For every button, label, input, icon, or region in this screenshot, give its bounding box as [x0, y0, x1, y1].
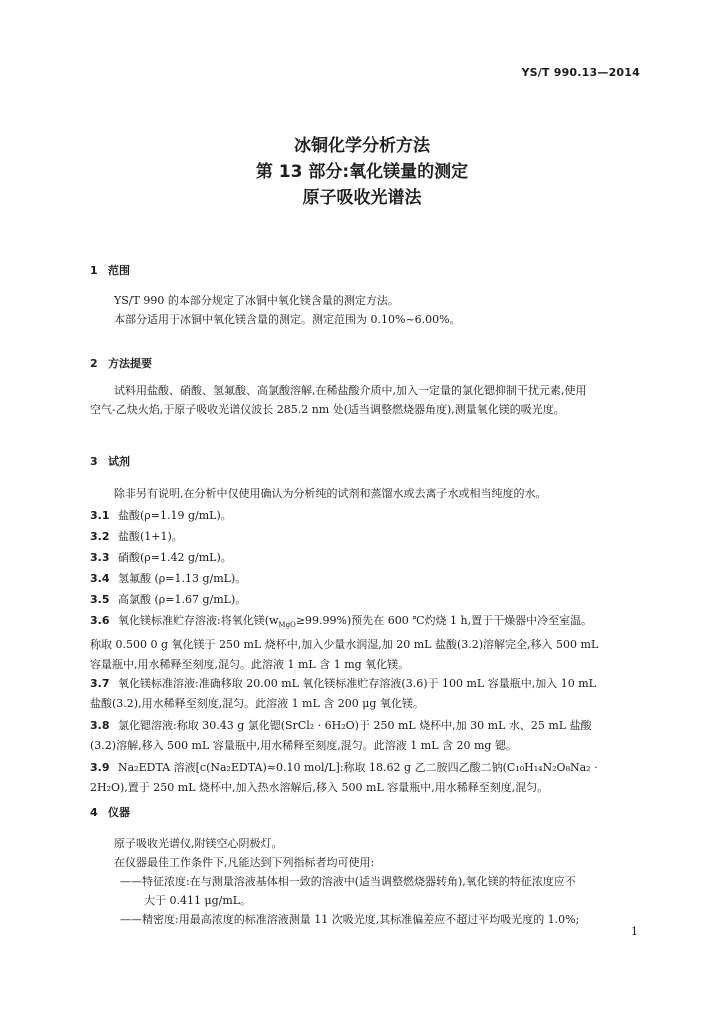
- item-text: Na₂EDTA 溶液[c(Na₂EDTA)≈0.10 mol/L]:称取 18.62 g 乙二胺四乙酸二钠(C₁₀H₁₄N₂O₈Na₂ ·: [118, 761, 598, 774]
- item-number: 3.6: [90, 614, 110, 627]
- reagent-item: [90, 548, 656, 568]
- section-number: 3: [90, 455, 98, 468]
- item-text: 氧化镁标准贮存溶液:将氧化镁(w: [118, 614, 279, 627]
- item-number: 3.5: [90, 593, 110, 606]
- item-text: 氧化镁标准溶液:准确移取 20.00 mL 氧化镁标准贮存溶液(3.6)于 100 mL 容量瓶中,加入 10 mL: [118, 677, 596, 690]
- section-number: 4: [90, 806, 98, 819]
- spec-item-precision: ——精密度:用最高浓度的标准溶液测量 11 次吸光度,其标准偏差应不超过平均吸光度的 1.0%;: [120, 913, 580, 926]
- title-line-1: 冰铜化学分析方法: [294, 136, 430, 156]
- item-text: ≥99.99%)预先在 600 ℃灼烧 1 h,置于干燥器中冷至室温。: [295, 614, 593, 627]
- section-title: 试剂: [108, 455, 130, 468]
- section-2-heading: [90, 355, 152, 371]
- paragraph: 本部分适用于冰铜中氧化镁含量的测定。测定范围为 0.10%~6.00%。: [114, 313, 461, 326]
- reagent-item: [90, 569, 656, 589]
- item-number: 3.9: [90, 761, 110, 774]
- item-number: 3.1: [90, 509, 110, 522]
- item-text: 盐酸(ρ=1.19 g/mL)。: [118, 509, 232, 522]
- item-text: 盐酸(1+1)。: [118, 530, 183, 543]
- section-title: 仪器: [108, 806, 130, 819]
- spec-item-characteristic-concentration: ——特征浓度:在与测量溶液基体相一致的溶液中(适当调整燃烧器转角),氧化镁的特征浓度应不: [120, 875, 576, 888]
- section-4-heading: [90, 804, 130, 820]
- item-text: 2H₂O),置于 250 mL 烧杯中,加入热水溶解后,移入 500 mL 容量瓶中,用水稀释至刻度,混匀。: [90, 781, 549, 794]
- reagent-item-3-8: [90, 716, 656, 756]
- title-line-2: 第 13 部分:氧化镁量的测定: [255, 162, 469, 182]
- document-title: [0, 133, 724, 211]
- item-number: 3.7: [90, 677, 110, 690]
- section-4-body: [90, 834, 652, 872]
- section-1-body: [90, 291, 652, 329]
- reagent-item: [90, 590, 656, 610]
- subscript: MgO: [278, 621, 296, 630]
- item-text: 称取 0.500 0 g 氧化镁于 250 mL 烧杯中,加入少量水润湿,加 20 mL 盐酸(3.2)溶解完全,移入 500 mL: [90, 638, 599, 652]
- spec-item-continuation: 大于 0.411 μg/mL。: [144, 894, 252, 907]
- reagent-item-3-6: [90, 611, 656, 675]
- item-text: 氢氟酸 (ρ=1.13 g/mL)。: [118, 572, 247, 585]
- paragraph: 原子吸收光谱仪,附镁空心阴极灯。: [114, 837, 283, 850]
- item-number: 3.4: [90, 572, 110, 585]
- section-title: 方法提要: [108, 357, 152, 370]
- item-text: 氯化锶溶液:称取 30.43 g 氯化锶(SrCl₂ · 6H₂O)于 250 mL 烧杯中,加 30 mL 水、25 mL 盐酸: [118, 719, 592, 732]
- section-1-heading: [90, 262, 130, 278]
- section-3-heading: [90, 453, 130, 469]
- paragraph-line: 空气-乙炔火焰,于原子吸收光谱仪波长 285.2 nm 处(适当调整燃烧器角度),测量氧化镁的吸光度。: [90, 403, 565, 416]
- item-text: (3.2)溶解,移入 500 mL 容量瓶中,用水稀释至刻度,混匀。此溶液 1 mL 含 20 mg 锶。: [90, 739, 517, 752]
- section-2-body: [90, 381, 652, 419]
- section-title: 范围: [108, 264, 130, 277]
- item-text: 硝酸(ρ=1.42 g/mL)。: [118, 551, 232, 564]
- reagent-item: [90, 506, 656, 526]
- item-number: 3.2: [90, 530, 110, 543]
- item-text: 容量瓶中,用水稀释至刻度,混匀。此溶液 1 mL 含 1 mg 氧化镁。: [90, 658, 410, 672]
- item-text: 高氯酸 (ρ=1.67 g/mL)。: [118, 593, 247, 606]
- reagent-item: [90, 527, 656, 547]
- page-number: 1: [631, 925, 638, 938]
- section-3-intro: [90, 484, 652, 503]
- section-number: 1: [90, 264, 98, 277]
- reagent-item-3-9: [90, 758, 656, 798]
- standard-code: YS/T 990.13—2014: [521, 66, 640, 79]
- title-line-3: 原子吸收光谱法: [302, 188, 422, 208]
- section-number: 2: [90, 357, 98, 370]
- item-number: 3.8: [90, 719, 110, 732]
- paragraph: YS/T 990 的本部分规定了冰铜中氧化镁含量的测定方法。: [114, 294, 399, 307]
- item-text: 盐酸(3.2),用水稀释至刻度,混匀。此溶液 1 mL 含 200 μg 氧化镁。: [90, 697, 424, 710]
- paragraph: 在仪器最佳工作条件下,凡能达到下列指标者均可使用:: [114, 856, 375, 869]
- paragraph-line: 试料用盐酸、硝酸、氢氟酸、高氯酸溶解,在稀盐酸介质中,加入一定量的氯化锶抑制干扰元素,使用: [114, 384, 587, 397]
- reagent-item-3-7: [90, 674, 656, 714]
- paragraph: 除非另有说明,在分析中仅使用确认为分析纯的试剂和蒸馏水或去离子水或相当纯度的水。: [114, 487, 547, 500]
- item-number: 3.3: [90, 551, 110, 564]
